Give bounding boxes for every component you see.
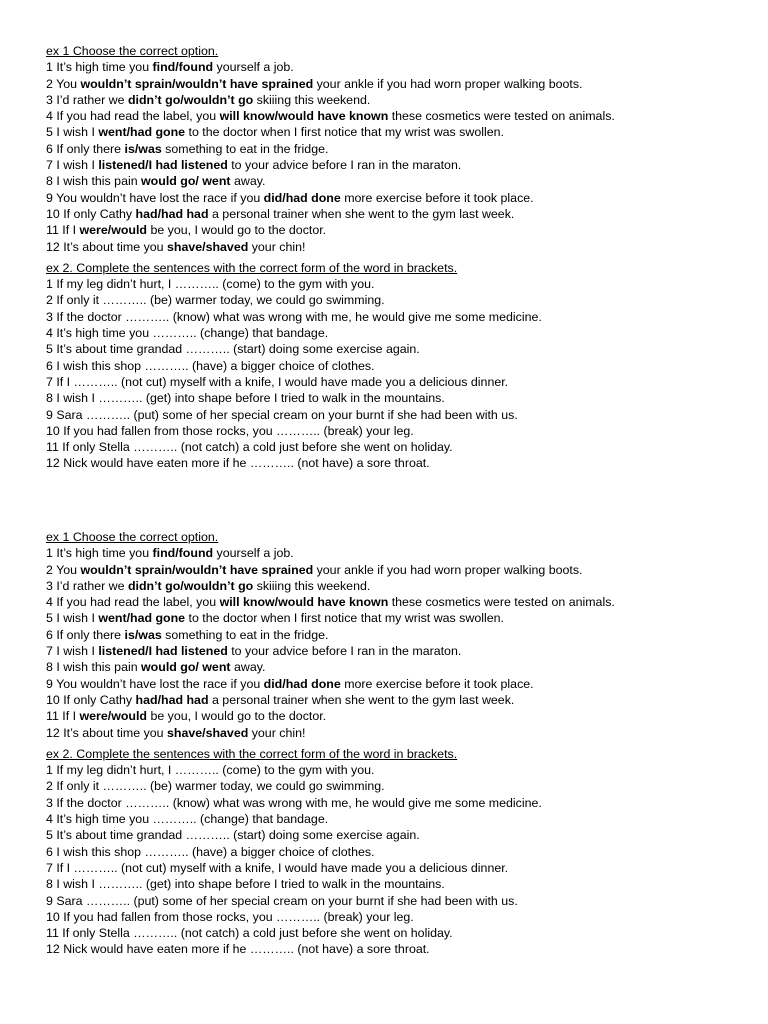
item-text: 4 If you had read the label, you: [46, 109, 220, 124]
item-text: these cosmetics were tested on animals.: [388, 595, 615, 610]
exercise-1-heading: ex 1 Choose the correct option.: [46, 44, 219, 58]
exercise-2-item: 1 If my leg didn’t hurt, I ……….. (come) to the gym with you.: [46, 277, 375, 292]
exercise-2-item: 2 If only it ……….. (be) warmer today, we could go swimming.: [46, 779, 385, 794]
worksheet-copy-2: [46, 529, 746, 958]
exercise-1-item: [46, 627, 746, 643]
item-text: more exercise before it took place.: [340, 190, 534, 205]
item-text: 1 It’s high time you: [46, 546, 153, 561]
exercise-1-item: [46, 190, 746, 206]
exercise-1-item: [46, 92, 746, 108]
item-text: your ankle if you had worn proper walking boots.: [313, 76, 583, 91]
exercise-1-item: [46, 659, 746, 675]
exercise-1-item: [46, 108, 746, 124]
item-text: skiiing this weekend.: [253, 92, 371, 107]
item-options: listened/I had listened: [98, 158, 228, 173]
exercise-1-item: [46, 692, 746, 708]
exercise-2-item: 8 I wish I ……….. (get) into shape before I tried to walk in the mountains.: [46, 391, 445, 406]
exercise-2-item: 3 If the doctor ……….. (know) what was wrong with me, he would give me some medicine.: [46, 309, 542, 324]
item-text: 11 If I: [46, 709, 80, 724]
item-text: 6 If only there: [46, 141, 125, 156]
exercise-1-items: [46, 545, 746, 741]
exercise-1-item: [46, 610, 746, 626]
exercise-1-item: [46, 173, 746, 189]
exercise-2-items: [46, 276, 746, 472]
item-text: 10 If only Cathy: [46, 692, 136, 707]
exercise-2-item: 12 Nick would have eaten more if he ……….. (not have) a sore throat.: [46, 456, 430, 471]
exercise-1-item: [46, 76, 746, 92]
item-text: 6 If only there: [46, 627, 125, 642]
item-options: had/had had: [135, 206, 209, 221]
item-text: 11 If I: [46, 223, 80, 238]
item-text: 7 I wish I: [46, 158, 99, 173]
item-text: a personal trainer when she went to the gym last week.: [208, 692, 515, 707]
item-text: be you, I would go to the doctor.: [147, 709, 327, 724]
item-text: your ankle if you had worn proper walking boots.: [313, 562, 583, 577]
item-text: skiiing this weekend.: [253, 578, 371, 593]
item-text: be you, I would go to the doctor.: [147, 223, 327, 238]
item-options: find/found: [152, 60, 214, 75]
item-options: will know/would have known: [219, 109, 389, 124]
item-text: to your advice before I ran in the maraton.: [227, 158, 462, 173]
item-options: had/had had: [135, 692, 209, 707]
item-options: is/was: [124, 627, 162, 642]
item-text: 8 I wish this pain: [46, 660, 142, 675]
item-options: will know/would have known: [219, 595, 389, 610]
item-text: yourself a job.: [213, 546, 294, 561]
exercise-2-item: 12 Nick would have eaten more if he ……….. (not have) a sore throat.: [46, 942, 430, 957]
item-text: your chin!: [248, 239, 306, 254]
item-text: 2 You: [46, 562, 81, 577]
item-text: 9 You wouldn’t have lost the race if you: [46, 190, 264, 205]
exercise-2-item: 11 If only Stella ……….. (not catch) a cold just before she went on holiday.: [46, 440, 453, 455]
exercise-2-item: 8 I wish I ……….. (get) into shape before I tried to walk in the mountains.: [46, 877, 445, 892]
item-options: went/had gone: [98, 125, 186, 140]
exercise-2-item: 2 If only it ……….. (be) warmer today, we could go swimming.: [46, 293, 385, 308]
item-options: went/had gone: [98, 611, 186, 626]
item-options: would go/ went: [141, 174, 231, 189]
item-text: something to eat in the fridge.: [161, 627, 329, 642]
exercise-2-item: 4 It’s high time you ……….. (change) that bandage.: [46, 812, 329, 827]
exercise-2: [46, 746, 746, 958]
item-options: didn’t go/wouldn’t go: [127, 92, 254, 107]
item-text: 10 If only Cathy: [46, 206, 136, 221]
exercise-2-item: 1 If my leg didn’t hurt, I ……….. (come) to the gym with you.: [46, 763, 375, 778]
item-options: were/would: [79, 223, 148, 238]
worksheet-copy-1: [46, 43, 746, 472]
item-options: did/had done: [263, 676, 341, 691]
exercise-2-item: 7 If I ……….. (not cut) myself with a knife, I would have made you a delicious dinner.: [46, 374, 509, 389]
item-text: to your advice before I ran in the maraton.: [227, 644, 462, 659]
item-text: these cosmetics were tested on animals.: [388, 109, 615, 124]
item-options: wouldn’t sprain/wouldn’t have sprained: [80, 562, 314, 577]
item-text: 5 I wish I: [46, 125, 99, 140]
item-text: 12 It’s about time you: [46, 725, 167, 740]
item-text: 8 I wish this pain: [46, 174, 142, 189]
exercise-2-item: 11 If only Stella ……….. (not catch) a cold just before she went on holiday.: [46, 926, 453, 941]
exercise-2-item: 9 Sara ……….. (put) some of her special cream on your burnt if she had been with us.: [46, 407, 518, 422]
exercise-1-item: [46, 124, 746, 140]
exercise-1: [46, 529, 746, 741]
item-text: 3 I’d rather we: [46, 92, 128, 107]
exercise-2: [46, 260, 746, 472]
exercise-1-item: [46, 157, 746, 173]
item-text: 4 If you had read the label, you: [46, 595, 220, 610]
exercise-1-item: [46, 562, 746, 578]
item-text: more exercise before it took place.: [340, 676, 534, 691]
item-options: did/had done: [263, 190, 341, 205]
exercise-1-item: [46, 708, 746, 724]
exercise-1-item: [46, 141, 746, 157]
item-options: were/would: [79, 709, 148, 724]
exercise-2-heading: ex 2. Complete the sentences with the correct form of the word in brackets.: [46, 260, 458, 275]
exercise-1-item: [46, 578, 746, 594]
exercise-2-items: [46, 762, 746, 958]
exercise-2-heading: ex 2. Complete the sentences with the correct form of the word in brackets.: [46, 746, 458, 761]
item-text: a personal trainer when she went to the gym last week.: [208, 206, 515, 221]
exercise-2-item: 6 I wish this shop ……….. (have) a bigger choice of clothes.: [46, 358, 375, 373]
exercise-1-items: [46, 59, 746, 255]
item-text: 2 You: [46, 76, 81, 91]
exercise-2-item: 7 If I ……….. (not cut) myself with a knife, I would have made you a delicious dinner.: [46, 860, 509, 875]
exercise-1-item: [46, 643, 746, 659]
item-text: away.: [230, 660, 266, 675]
item-options: shave/shaved: [167, 725, 249, 740]
exercise-1-item: [46, 59, 746, 75]
exercise-2-item: 9 Sara ……….. (put) some of her special cream on your burnt if she had been with us.: [46, 893, 518, 908]
exercise-2-item: 5 It’s about time grandad ……….. (start) doing some exercise again.: [46, 828, 420, 843]
item-text: 12 It’s about time you: [46, 239, 167, 254]
item-options: is/was: [124, 141, 162, 156]
item-text: something to eat in the fridge.: [161, 141, 329, 156]
exercise-2-item: 10 If you had fallen from those rocks, you ……….. (break) your leg.: [46, 423, 414, 438]
exercise-2-item: 3 If the doctor ……….. (know) what was wrong with me, he would give me some medicine.: [46, 795, 542, 810]
item-options: didn’t go/wouldn’t go: [127, 578, 254, 593]
item-options: listened/I had listened: [98, 644, 228, 659]
item-text: 3 I’d rather we: [46, 578, 128, 593]
item-options: find/found: [152, 546, 214, 561]
exercise-1-item: [46, 545, 746, 561]
exercise-1-item: [46, 239, 746, 255]
item-text: 1 It’s high time you: [46, 60, 153, 75]
exercise-2-item: 4 It’s high time you ……….. (change) that bandage.: [46, 326, 329, 341]
exercise-1-item: [46, 725, 746, 741]
exercise-2-item: 10 If you had fallen from those rocks, you ……….. (break) your leg.: [46, 909, 414, 924]
exercise-1-item: [46, 206, 746, 222]
item-options: would go/ went: [141, 660, 231, 675]
item-text: 5 I wish I: [46, 611, 99, 626]
item-text: your chin!: [248, 725, 306, 740]
exercise-1: [46, 43, 746, 255]
item-text: to the doctor when I first notice that my wrist was swollen.: [185, 611, 504, 626]
item-options: shave/shaved: [167, 239, 249, 254]
item-text: 7 I wish I: [46, 644, 99, 659]
item-text: yourself a job.: [213, 60, 294, 75]
item-text: away.: [230, 174, 266, 189]
exercise-2-item: 5 It’s about time grandad ……….. (start) doing some exercise again.: [46, 342, 420, 357]
exercise-2-item: 6 I wish this shop ……….. (have) a bigger choice of clothes.: [46, 844, 375, 859]
exercise-1-heading: ex 1 Choose the correct option.: [46, 530, 219, 544]
item-text: to the doctor when I first notice that my wrist was swollen.: [185, 125, 504, 140]
item-options: wouldn’t sprain/wouldn’t have sprained: [80, 76, 314, 91]
exercise-1-item: [46, 594, 746, 610]
exercise-1-item: [46, 676, 746, 692]
item-text: 9 You wouldn’t have lost the race if you: [46, 676, 264, 691]
exercise-1-item: [46, 222, 746, 238]
